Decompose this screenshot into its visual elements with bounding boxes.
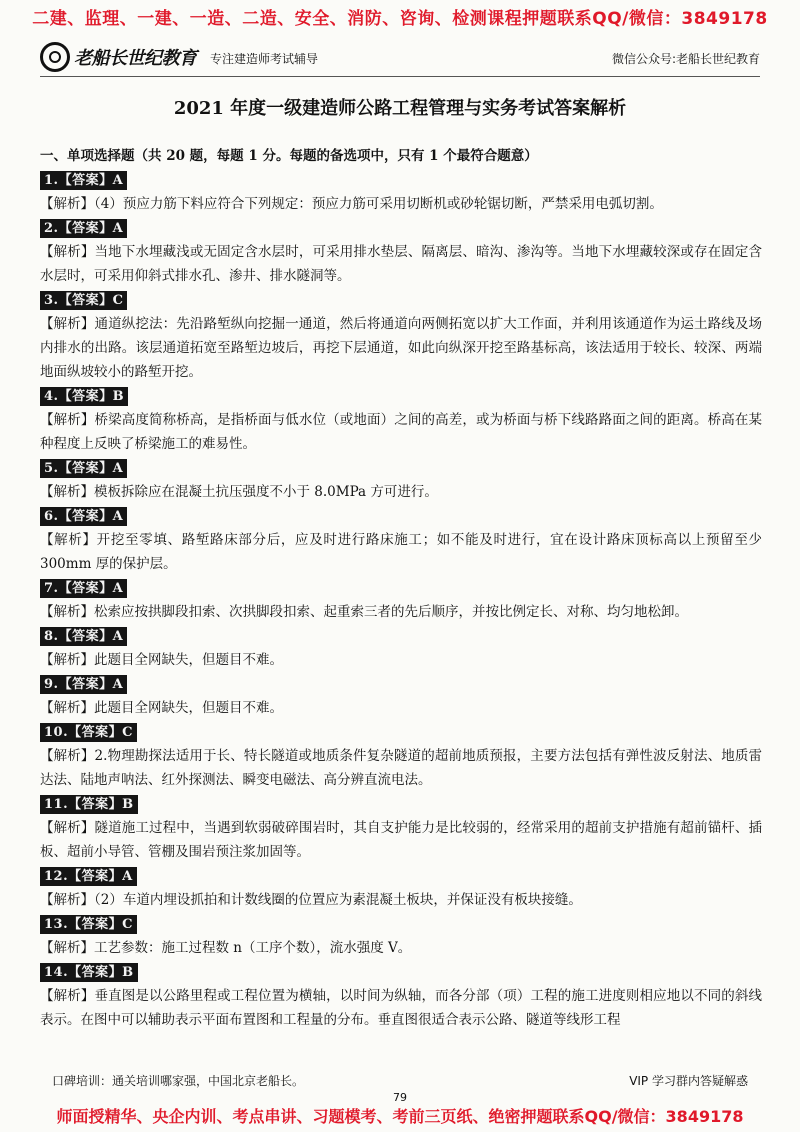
analysis-text: 【解析】工艺参数：施工过程数 n（工序个数），流水强度 V。 xyxy=(40,940,412,956)
answer-item xyxy=(40,576,762,624)
answer-line xyxy=(40,216,762,240)
answer-tag: 13.【答案】C xyxy=(40,915,137,934)
answer-item xyxy=(40,792,762,864)
top-promo-banner: 二建、监理、一建、一造、二造、安全、消防、咨询、检测课程押题联系QQ/微信：3849178 xyxy=(32,9,768,29)
answer-line xyxy=(40,720,762,744)
answer-line xyxy=(40,288,762,312)
answer-line xyxy=(40,168,762,192)
answer-item xyxy=(40,912,762,960)
analysis-text: 【解析】开挖至零填、路堑路床部分后，应及时进行路床施工；如不能及时进行，宜在设计路床顶标高以上预留至少 300mm 厚的保护层。 xyxy=(40,532,762,572)
answer-line xyxy=(40,624,762,648)
logo-text: 老船长世纪教育 xyxy=(74,48,197,69)
answer-item xyxy=(40,864,762,912)
answer-tag: 9.【答案】A xyxy=(40,675,127,694)
answer-line xyxy=(40,960,762,984)
answer-item xyxy=(40,456,762,504)
answer-tag: 1.【答案】A xyxy=(40,171,127,190)
analysis-text: 【解析】此题目全网缺失，但题目不难。 xyxy=(40,652,283,668)
answer-tag: 4.【答案】B xyxy=(40,387,128,406)
answer-item xyxy=(40,216,762,288)
answer-line xyxy=(40,672,762,696)
answer-line xyxy=(40,384,762,408)
analysis-text: 【解析】当地下水埋藏浅或无固定含水层时，可采用排水垫层、隔离层、暗沟、渗沟等。当地下水埋藏较深或存在固定含水层时，可采用仰斜式排水孔、渗井、排水隧洞等。 xyxy=(40,244,762,284)
page-number: 79 xyxy=(393,1091,407,1104)
page-header xyxy=(40,42,760,77)
answer-line xyxy=(40,864,762,888)
answer-tag: 7.【答案】A xyxy=(40,579,127,598)
analysis-text: 【解析】（4）预应力筋下料应符合下列规定：预应力筋可采用切断机或砂轮锯切断，严禁采用电弧切割。 xyxy=(40,196,663,212)
footer-slogan: 口碑培训：通关培训哪家强，中国北京老船长。 xyxy=(52,1074,305,1088)
analysis-text: 【解析】垂直图是以公路里程或工程位置为横轴，以时间为纵轴，而各分部（项）工程的施工进度则相应地以不同的斜线表示。在图中可以辅助表示平面布置图和工程量的分布。垂直图很适合表示公路、隧道等线形工程 xyxy=(40,988,762,1028)
answer-item xyxy=(40,168,762,216)
answer-item xyxy=(40,288,762,384)
analysis-text: 【解析】2.物理勘探法适用于长、特长隧道或地质条件复杂隧道的超前地质预报，主要方法包括有弹性波反射法、地质雷达法、陆地声呐法、红外探测法、瞬变电磁法、高分辨直流电法。 xyxy=(40,748,762,788)
answer-line xyxy=(40,504,762,528)
logo xyxy=(40,42,197,72)
answer-line xyxy=(40,576,762,600)
answer-item xyxy=(40,720,762,792)
answer-tag: 10.【答案】C xyxy=(40,723,137,742)
answer-tag: 12.【答案】A xyxy=(40,867,137,886)
analysis-text: 【解析】桥梁高度简称桥高，是指桥面与低水位（或地面）之间的高差，或为桥面与桥下线路路面之间的距离。桥高在某种程度上反映了桥梁施工的难易性。 xyxy=(40,412,762,452)
answer-tag: 2.【答案】A xyxy=(40,219,127,238)
document-title: 2021 年度一级建造师公路工程管理与实务考试答案解析 xyxy=(173,98,627,119)
analysis-text: 【解析】模板拆除应在混凝土抗压强度不小于 8.0MPa 方可进行。 xyxy=(40,484,438,500)
analysis-text: 【解析】隧道施工过程中，当遇到软弱破碎围岩时，其自支护能力是比较弱的，经常采用的超前支护措施有超前锚杆、插板、超前小导管、管棚及围岩预注浆加固等。 xyxy=(40,820,762,860)
analysis-text: 【解析】（2）车道内埋设抓拍和计数线圈的位置应为素混凝土板块，并保证没有板块接缝。 xyxy=(40,892,582,908)
header-slogan: 专注建造师考试辅导 xyxy=(210,52,319,66)
answer-item xyxy=(40,504,762,576)
bottom-promo-banner: 师面授精华、央企内训、考点串讲、习题模考、考前三页纸、绝密押题联系QQ/微信：3849178 xyxy=(56,1107,744,1126)
answer-tag: 14.【答案】B xyxy=(40,963,138,982)
answer-line xyxy=(40,912,762,936)
wechat-account: 微信公众号:老船长世纪教育 xyxy=(611,52,760,66)
answer-item xyxy=(40,624,762,672)
answer-tag: 5.【答案】A xyxy=(40,459,127,478)
answer-line xyxy=(40,792,762,816)
answer-item xyxy=(40,672,762,720)
answer-tag: 6.【答案】A xyxy=(40,507,127,526)
answer-tag: 11.【答案】B xyxy=(40,795,138,814)
answer-tag: 8.【答案】A xyxy=(40,627,127,646)
section-heading: 一、单项选择题（共 20 题，每题 1 分。每题的备选项中，只有 1 个最符合题意） xyxy=(40,148,538,164)
answer-item xyxy=(40,960,762,1032)
answer-list xyxy=(40,168,762,1032)
answer-item xyxy=(40,384,762,456)
answer-content xyxy=(40,144,762,1032)
analysis-text: 【解析】通道纵挖法：先沿路堑纵向挖掘一通道，然后将通道向两侧拓宽以扩大工作面，并利用该通道作为运土路线及场内排水的出路。该层通道拓宽至路堑边坡后，再挖下层通道，如此向纵深开挖至路基标高，该法适用于较长、较深、两端地面纵坡较小的路堑开挖。 xyxy=(40,316,762,380)
analysis-text: 【解析】此题目全网缺失，但题目不难。 xyxy=(40,700,283,716)
answer-tag: 3.【答案】C xyxy=(40,291,127,310)
analysis-text: 【解析】松索应按拱脚段扣索、次拱脚段扣索、起重索三者的先后顺序，并按比例定长、对称、均匀地松卸。 xyxy=(40,604,688,620)
answer-line xyxy=(40,456,762,480)
ship-wheel-logo-icon xyxy=(40,42,70,72)
footer-vip-note: VIP 学习群内答疑解惑 xyxy=(629,1074,748,1088)
